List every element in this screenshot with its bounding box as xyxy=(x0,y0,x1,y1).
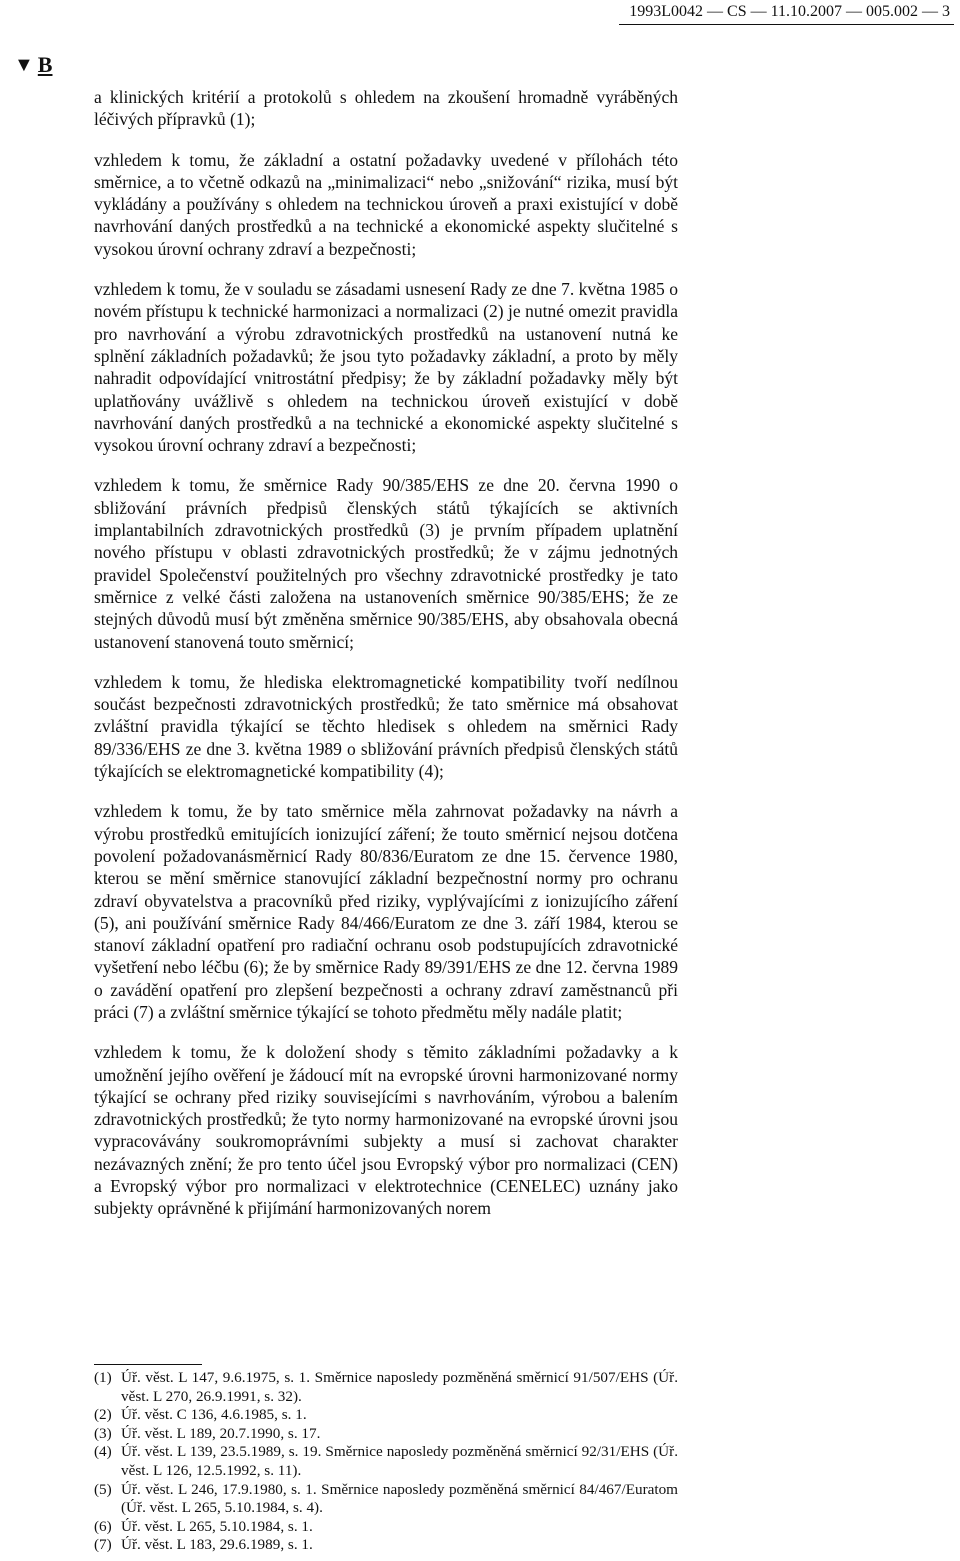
footnote-text: Úř. věst. L 139, 23.5.1989, s. 19. Směrnice naposledy pozměněná směrnicí 92/31/EHS (Úř. věst. L 126, 12.5.1992, s. 11). xyxy=(121,1443,678,1479)
footnote-text: Úř. věst. L 246, 17.9.1980, s. 1. Směrnice naposledy pozměněná směrnicí 84/467/Euratom (Úř. věst. L 265, 5.10.1984, s. 4). xyxy=(121,1480,678,1517)
triangle-down-icon: ▼ xyxy=(14,53,34,76)
footnote-text: Úř. věst. L 183, 29.6.1989, s. 1. xyxy=(121,1536,313,1554)
footnote-item xyxy=(94,1369,678,1406)
footnote-item xyxy=(94,1406,678,1425)
recital-paragraph: vzhledem k tomu, že směrnice Rady 90/385/EHS ze dne 20. června 1990 o sbližování právních předpisů členských států týkajících se aktivních implantabilních zdravotnických prostředků (3) je prvním případem uplatnění nového přístupu v oblasti zdravotnických prostředků; že v zájmu jednotných pravidel Společenství použitelných pro všechny zdravotnické prostředky je tato směrnice z velké části založena na ustanoveních směrnice 90/385/EHS; že ze stejných důvodů musí být změněna směrnice 90/385/EHS, aby obsahovala obecná ustanovení stanovená touto směrnicí; xyxy=(94,475,678,652)
footnote-number: (4) xyxy=(94,1443,112,1461)
footnote-number: (3) xyxy=(94,1424,112,1442)
footnote-number: (1) xyxy=(94,1369,112,1386)
recital-paragraph: vzhledem k tomu, že základní a ostatní požadavky uvedené v přílohách této směrnice, a to včetně odkazů na „minimalizaci“ nebo „snižování“ rizika, musí být vykládány a používány s ohledem na technickou úroveň a praxi existující v době navrhování daných prostředků a na technické a ekonomické aspekty slučitelné s vysokou úrovní ochrany zdraví a bezpečnosti; xyxy=(94,149,678,259)
footnotes xyxy=(94,1369,678,1555)
footnote-item xyxy=(94,1425,678,1444)
recitals-body xyxy=(94,86,678,1238)
footnote-text: Úř. věst. L 189, 20.7.1990, s. 17. xyxy=(121,1424,321,1442)
recital-paragraph: vzhledem k tomu, že k doložení shody s těmito základními požadavky a k umožnění jejího ověření je žádoucí mít na evropské úrovni harmonizované normy týkající se ochrany před riziky souvisejícími s navrhováním, výrobou a balením zdravotnických prostředků; že tyto normy harmonizované na evropské úrovni jsou vypracovávány soukromoprávními subjekty a musí si zachovat charakter nezávazných znění; že pro tento účel jsou Evropský výbor pro normalizaci (CEN) a Evropský výbor pro normalizaci v elektrotechnice (CENELEC) uznány jako subjekty oprávněné k přijímání harmonizovaných norem xyxy=(94,1042,678,1219)
footnote-number: (7) xyxy=(94,1536,112,1554)
footnote-text: Úř. věst. L 147, 9.6.1975, s. 1. Směrnice naposledy pozměněná směrnicí 91/507/EHS (Úř. věst. L 270, 26.9.1991, s. 32). xyxy=(121,1369,678,1405)
recital-paragraph: vzhledem k tomu, že hlediska elektromagnetické kompatibility tvoří nedílnou součást bezpečnosti zdravotnických prostředků; že tato směrnice má obsahovat zvláštní pravidla týkající se těchto hledisek s ohledem na směrnici Rady 89/336/EHS ze dne 3. května 1989 o sbližování právních předpisů členských států týkajících se elektromagnetické kompatibility (4); xyxy=(94,671,678,782)
footnote-item xyxy=(94,1443,678,1480)
footnote-text: Úř. věst. L 265, 5.10.1984, s. 1. xyxy=(121,1517,313,1535)
page-header xyxy=(0,0,960,28)
footnote-divider xyxy=(94,1364,202,1365)
footnote-item xyxy=(94,1536,678,1555)
footnote-number: (5) xyxy=(94,1480,112,1498)
recital-paragraph: vzhledem k tomu, že v souladu se zásadami usnesení Rady ze dne 7. května 1985 o novém přístupu k technické harmonizaci a normalizaci (2) je nutné omezit pravidla pro navrhování a výrobu zdravotnických prostředků na ustanovení nutná ke splnění základních požadavků; že jsou tyto požadavky základní, a proto by měly nahradit odpovídající vnitrostátní předpisy; že by základní požadavky měly být uplatňovány uvážlivě s ohledem na technickou úroveň existující v době navrhování daných prostředků a na technické a ekonomické aspekty slučitelné s vysokou úrovní ochrany zdraví a bezpečnosti; xyxy=(94,279,678,456)
footnote-number: (6) xyxy=(94,1517,112,1535)
footnote-item xyxy=(94,1481,678,1518)
footnote-number: (2) xyxy=(94,1406,112,1424)
recital-paragraph: a klinických kritérií a protokolů s ohledem na zkoušení hromadně vyráběných léčivých přípravků (1); xyxy=(94,87,678,130)
amendment-marker-label: B xyxy=(37,52,53,77)
footnote-item xyxy=(94,1518,678,1537)
footnote-text: Úř. věst. C 136, 4.6.1985, s. 1. xyxy=(121,1406,307,1424)
amendment-marker xyxy=(14,52,52,78)
recital-paragraph: vzhledem k tomu, že by tato směrnice měla zahrnovat požadavky na návrh a výrobu prostředků emitujících ionizující záření; že touto směrnicí nejsou dotčena povolení požadovanásměrnicí Rady 80/836/Euratom ze dne 15. července 1980, kterou se mění směrnice stanovující základní bezpečnostní normy pro ochranu zdraví obyvatelstva a pracovníků před riziky, vyplývajícími z ionizujícího záření (5), ani používání směrnice Rady 84/466/Euratom ze dne 3. září 1984, kterou se stanoví základní opatření pro radiační ochranu osob podstupujících zdravotnické vyšetření nebo léčbu (6); že by směrnice Rady 89/391/EHS ze dne 12. června 1989 o zavádění opatření pro zlepšení bezpečnosti a ochrany zdraví zaměstnanců při práci (7) a zvláštní směrnice týkající se tohoto předmětu měly nadále platit; xyxy=(94,801,678,1022)
running-head: 1993L0042 — CS — 11.10.2007 — 005.002 — 3 xyxy=(619,3,954,25)
